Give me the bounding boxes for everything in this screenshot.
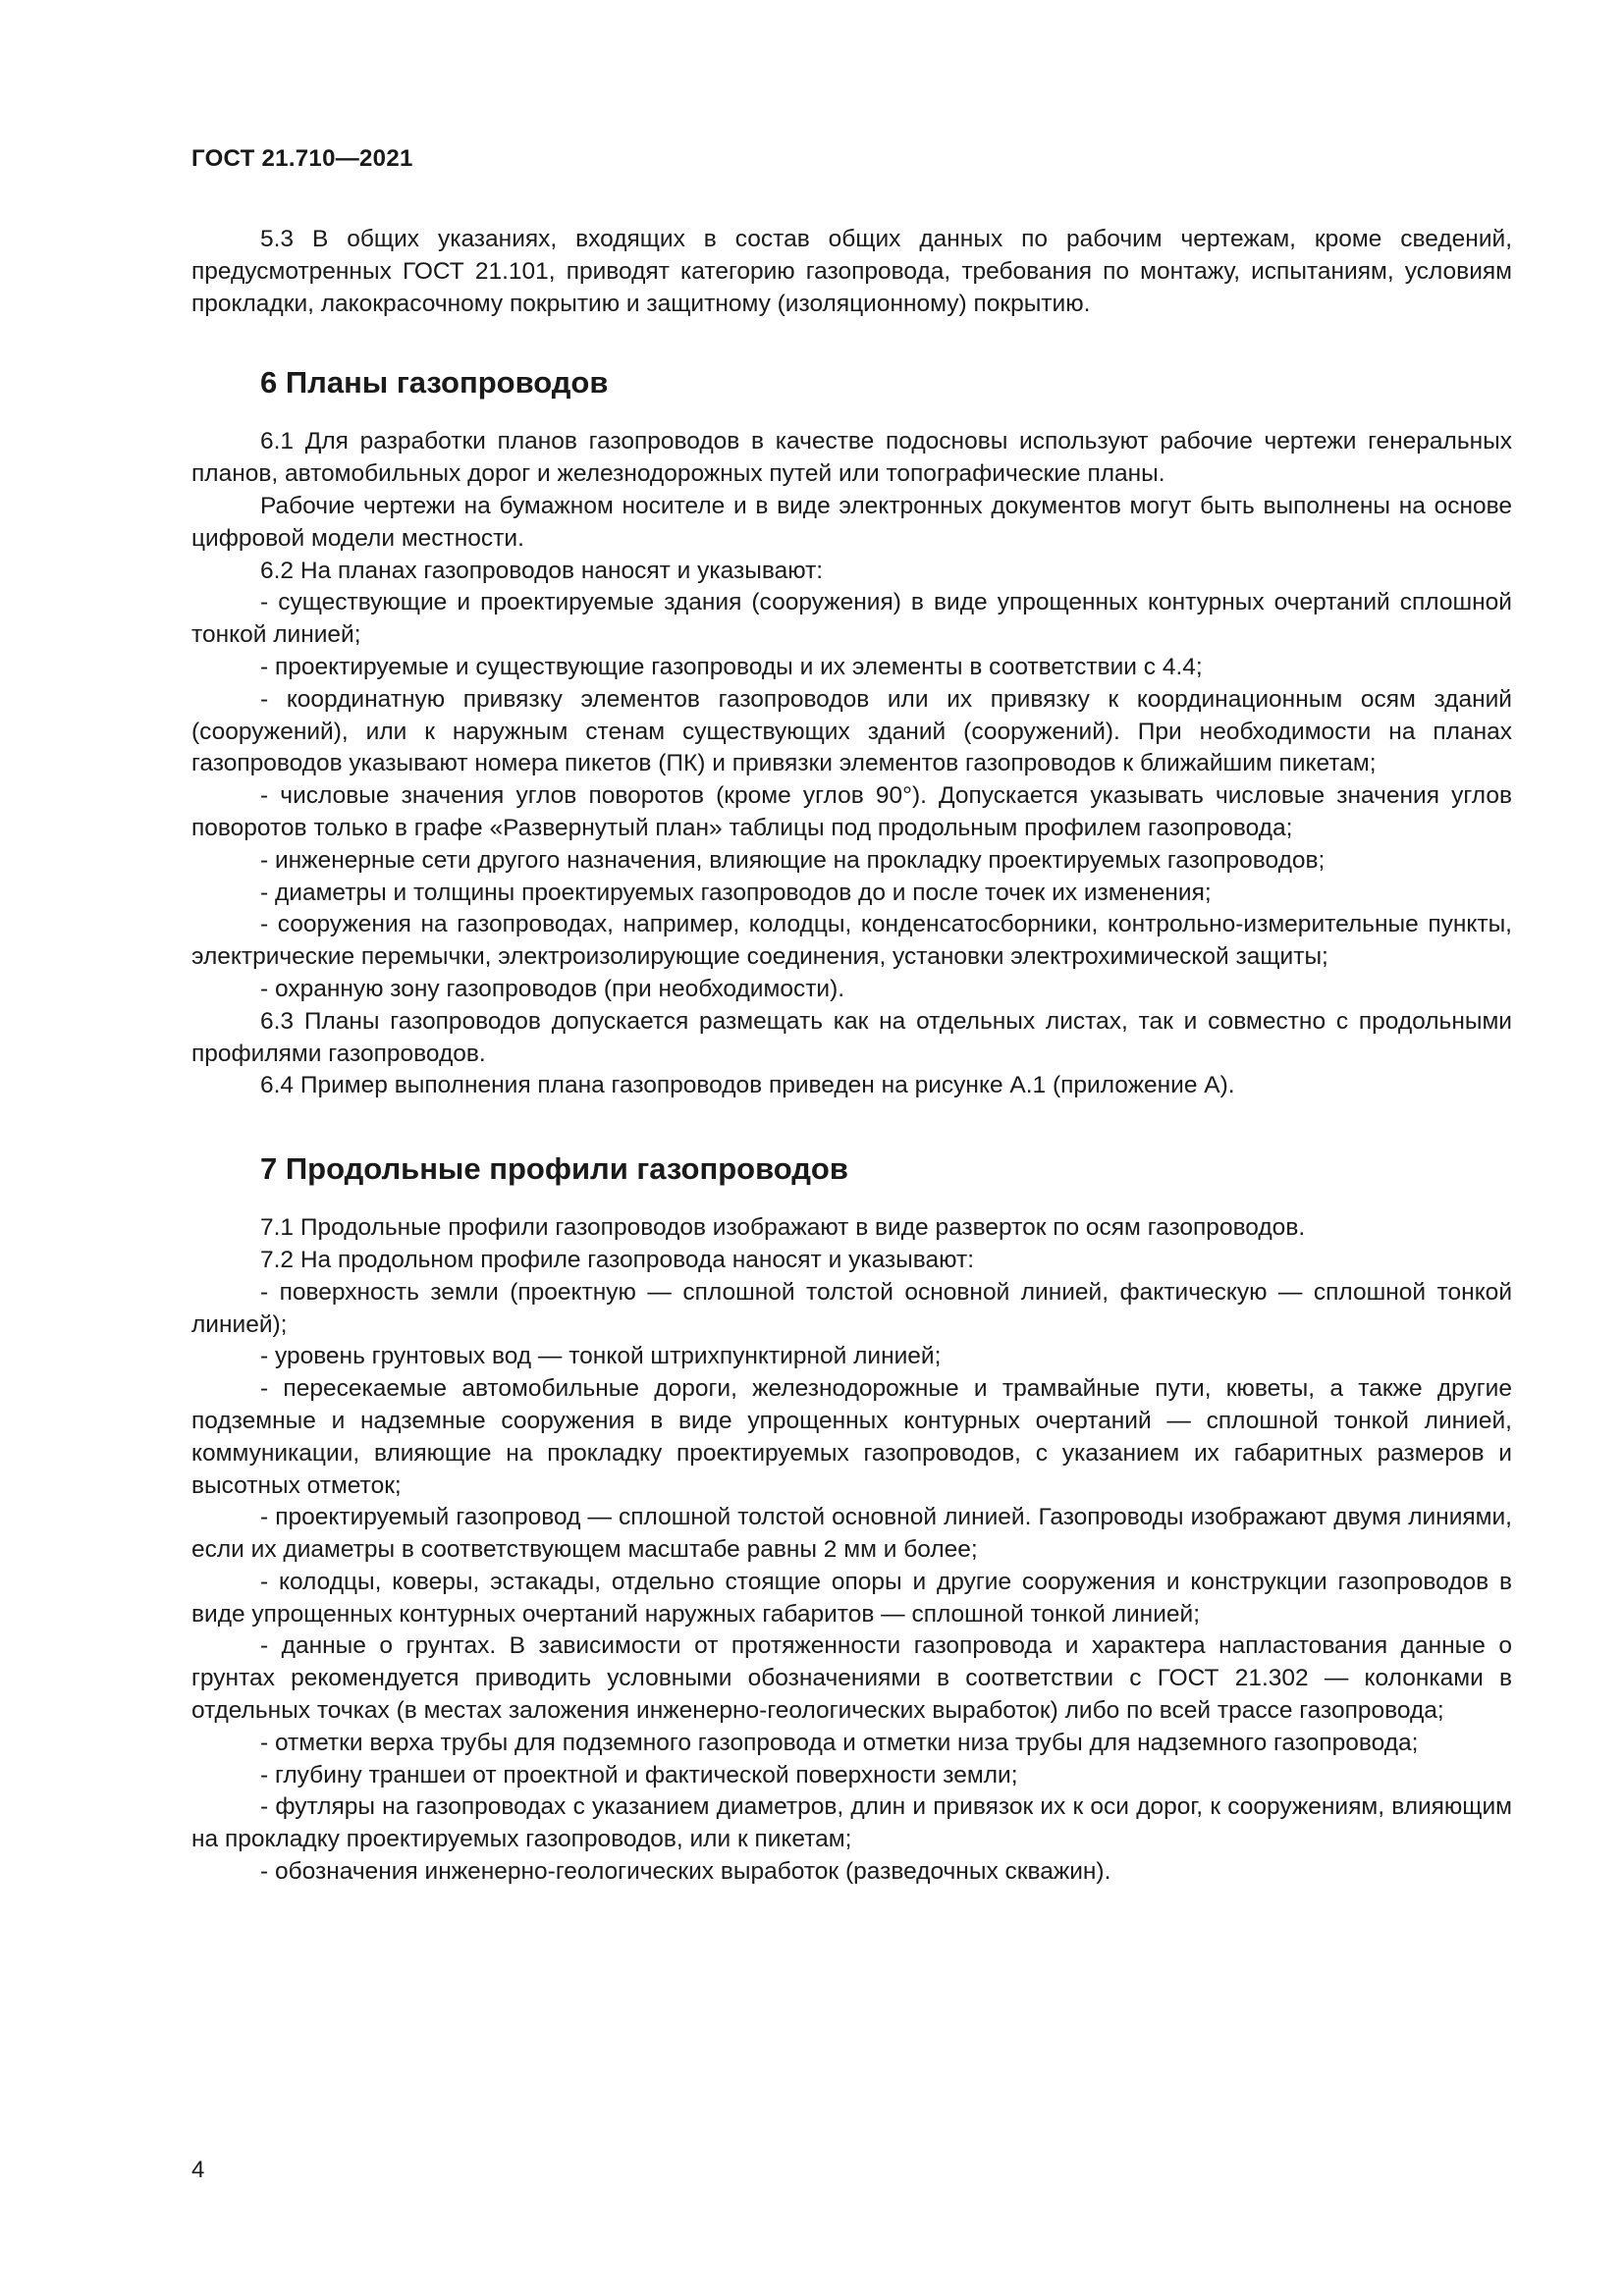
list-item: - пересекаемые автомобильные дороги, железнодорожные и трамвайные пути, кюветы, а также другие подземные и надземные сооружения в виде упрощенных контурных очертаний — сплошной тонкой линией, коммуникации, влияющие на прокладку проектируемых газопроводов, с указанием их габаритных размеров и высотных отметок;: [191, 1375, 1512, 1499]
list-item: - глубину траншеи от проектной и фактической поверхности земли;: [260, 1761, 1018, 1789]
list-item: - проектируемый газопровод — сплошной толстой основной линией. Газопроводы изображают двумя линиями, если их диаметры в соответствующем масштабе равны 2 мм и более;: [191, 1504, 1512, 1564]
list-item: - координатную привязку элементов газопроводов или их привязку к координационным осям зданий (сооружений), или к наружным стенам существующих зданий (сооружений). При необходимости на планах газопроводов указывают номера пикетов (ПК) и привязки элементов газопроводов к ближайшим пикетам;: [191, 685, 1512, 777]
section-6-title: 6 Планы газопроводов: [260, 365, 609, 400]
list-item: - числовые значения углов поворотов (кроме углов 90°). Допускается указывать числовые значения углов поворотов только в графе «Развернутый план» таблицы под продольным профилем газопровода;: [191, 782, 1512, 841]
list-item: - футляры на газопроводах с указанием диаметров, длин и привязок их к оси дорог, к сооружениям, влияющим на прокладку проектируемых газопроводов, или к пикетам;: [191, 1793, 1512, 1853]
paragraph-7-2: 7.2 На продольном профиле газопровода наносят и указывают:: [260, 1246, 974, 1273]
paragraph-5-3: 5.3 В общих указаниях, входящих в состав общих данных по рабочим чертежам, кроме сведений, предусмотренных ГОСТ 21.101, приводят категорию газопровода, требования по монтажу, испытаниям, условиям прокладки, лакокрасочному покрытию и защитному (изоляционному) покрытию.: [191, 226, 1512, 317]
list-item: - диаметры и толщины проектируемых газопроводов до и после точек их изменения;: [260, 879, 1212, 906]
list-item: - уровень грунтовых вод — тонкой штрихпунктирной линией;: [260, 1343, 942, 1370]
paragraph: Рабочие чертежи на бумажном носителе и в виде электронных документов могут быть выполнены на основе цифровой модели местности.: [191, 492, 1512, 552]
document-page: [191, 145, 1512, 1889]
list-item: - колодцы, коверы, эстакады, отдельно стоящие опоры и другие сооружения и конструкции газопроводов в виде упрощенных контурных очертаний наружных габаритов — сплошной тонкой линией;: [191, 1568, 1512, 1628]
paragraph-6-2: 6.2 На планах газопроводов наносят и указывают:: [260, 557, 824, 584]
paragraph-6-1: 6.1 Для разработки планов газопроводов в качестве подосновы используют рабочие чертежи генеральных планов, автомобильных дорог и железнодорожных путей или топографические планы.: [191, 428, 1512, 488]
list-item: - существующие и проектируемые здания (сооружения) в виде упрощенных контурных очертаний сплошной тонкой линией;: [191, 589, 1512, 649]
document-code-header: ГОСТ 21.710—2021: [191, 145, 413, 172]
list-item: - охранную зону газопроводов (при необходимости).: [260, 975, 845, 1002]
list-item: - данные о грунтах. В зависимости от протяженности газопровода и характера напластования данные о грунтах рекомендуется приводить условными обозначениями в соответствии с ГОСТ 21.302 — колонками в отдельных точках (в местах заложения инженерно-геологических выработок) либо по всей трассе газопровода;: [191, 1632, 1512, 1725]
paragraph-6-4: 6.4 Пример выполнения плана газопроводов приведен на рисунке А.1 (приложение А).: [260, 1072, 1235, 1099]
list-item: - обозначения инженерно-геологических выработок (разведочных скважин).: [260, 1858, 1111, 1886]
paragraph-6-3: 6.3 Планы газопроводов допускается размещать как на отдельных листах, так и совместно с продольными профилями газопроводов.: [191, 1007, 1512, 1067]
paragraph-7-1: 7.1 Продольные профили газопроводов изображают в виде разверток по осям газопроводов.: [260, 1214, 1306, 1242]
list-item: - отметки верха трубы для подземного газопровода и отметки низа трубы для надземного газопровода;: [260, 1729, 1419, 1756]
list-item: - поверхность земли (проектную — сплошной толстой основной линией, фактическую — сплошной тонкой линией);: [191, 1278, 1512, 1338]
section-7-title: 7 Продольные профили газопроводов: [260, 1151, 848, 1187]
page-number: 4: [191, 2157, 205, 2183]
list-item: - проектируемые и существующие газопроводы и их элементы в соответствии с 4.4;: [260, 653, 1203, 680]
list-item: - инженерные сети другого назначения, влияющие на прокладку проектируемых газопроводов;: [260, 846, 1326, 874]
list-item: - сооружения на газопроводах, например, колодцы, конденсатосборники, контрольно-измерительные пункты, электрические перемычки, электроизолирующие соединения, установки электрохимической защиты;: [191, 911, 1512, 971]
